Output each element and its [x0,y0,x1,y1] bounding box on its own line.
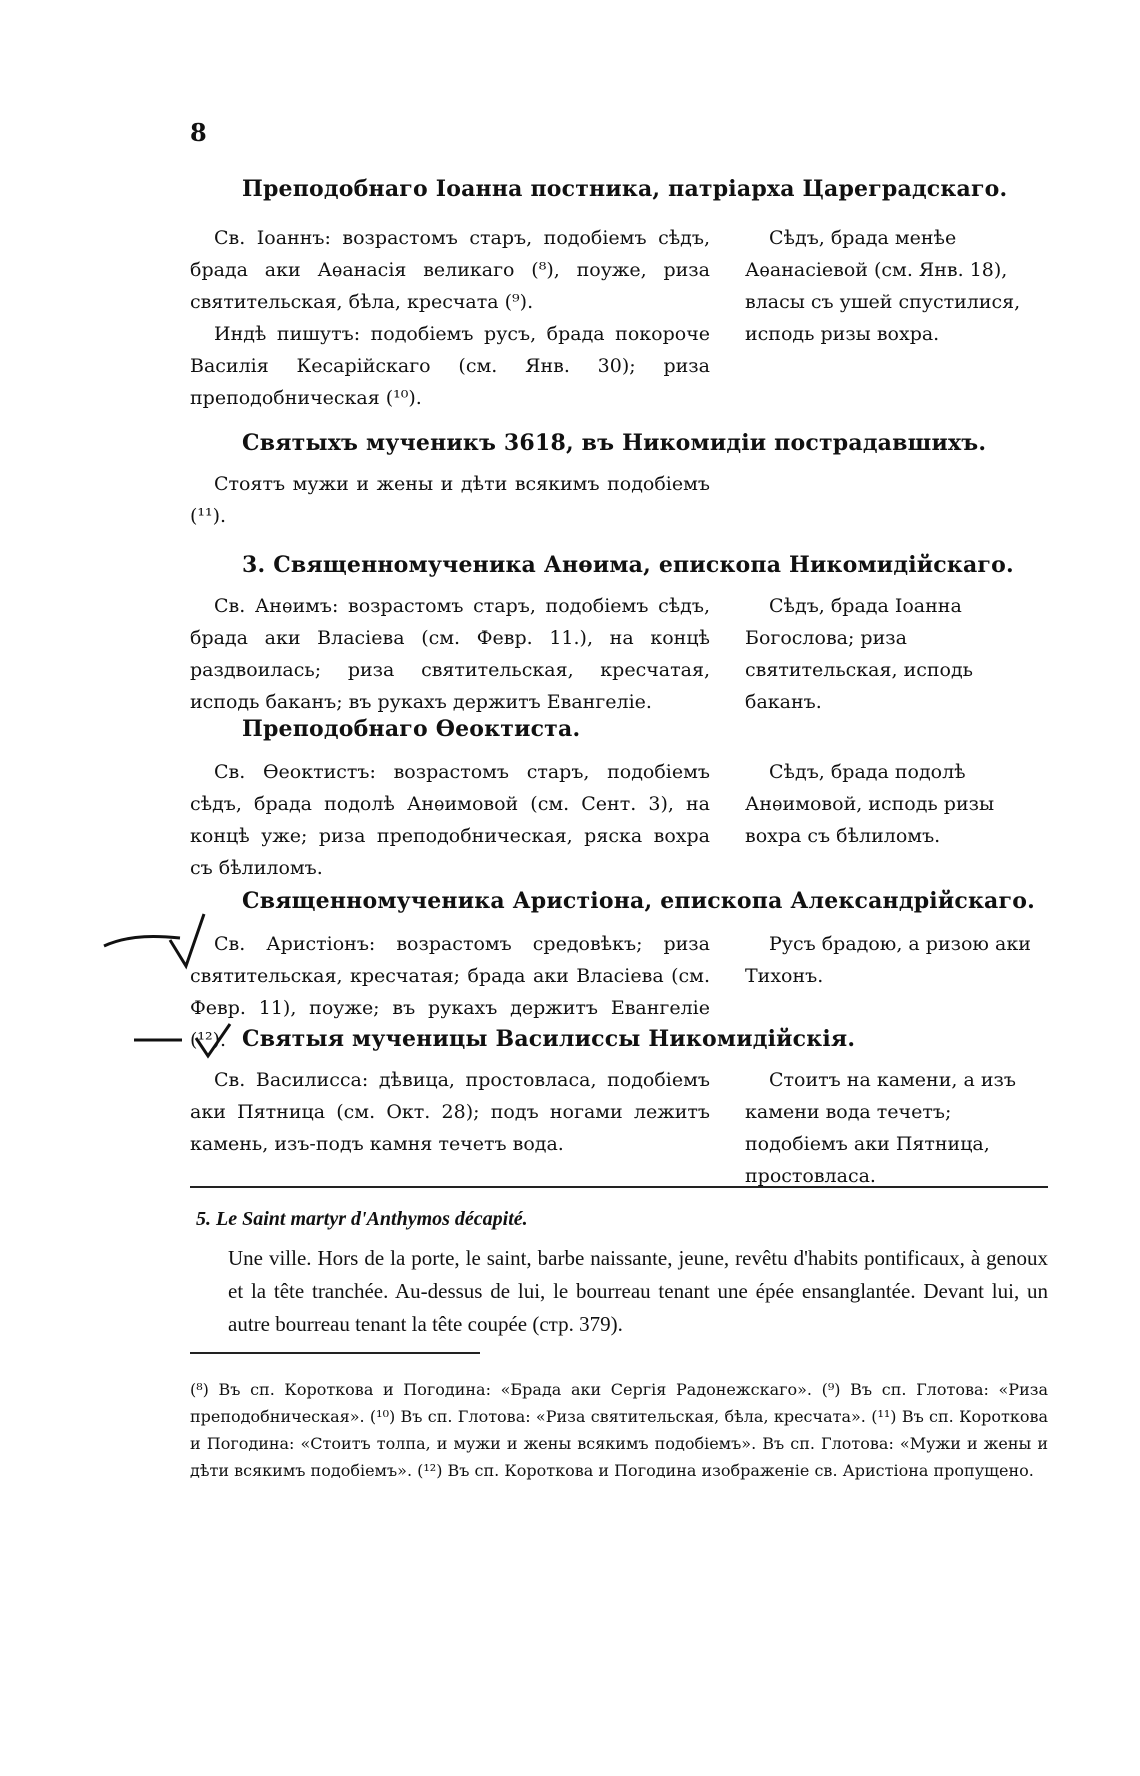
section-vasilissa [190,1064,1050,1192]
right-column [745,468,1050,532]
section-ioann-postnik [190,222,1050,414]
left-paragraph: Стоятъ мужи и жены и дѣти всякимъ подобіемъ (¹¹). [190,473,710,527]
left-paragraph: Св. Анѳимъ: возрастомъ старъ, подобіемъ сѣдъ, брада аки Власіева (см. Февр. 11.), на концѣ раздвоилась; риза святительская, кресчатая, исподь баканъ; въ рукахъ держитъ Евангеліе. [190,595,710,713]
page-number: 8 [190,118,207,147]
heading-aristion: Священномученика Аристіона, епископа Александрійскаго. [242,888,1035,914]
left-column [190,1064,710,1192]
right-paragraph: Русъ брадою, а ризою аки Тихонъ. [745,933,1031,987]
left-column [190,756,710,884]
heading-martyrs-3618: Святыхъ мученикъ 3618, въ Никомидіи пострадавшихъ. [242,430,987,456]
right-column [745,590,1050,718]
footnotes: (⁸) Въ сп. Короткова и Погодина: «Брада аки Сергія Радонежскаго». (⁹) Въ сп. Глотова: «Риза преподобническая». (¹⁰) Въ сп. Глотова: «Риза святительская, бѣла, кресчата». (¹¹) Въ сп. Короткова и Погодина: «Стоитъ толпа, и мужи и жены всякимъ подобіемъ». Въ сп. Глотова: «Мужи и жены и дѣти всякимъ подобіемъ». (¹²) Въ сп. Короткова и Погодина изображеніе св. Аристіона пропущено. [190,1380,1048,1480]
left-paragraph: Св. Ѳеоктистъ: возрастомъ старъ, подобіемъ сѣдъ, брада подолѣ Анѳимовой (см. Сент. 3), на концѣ уже; риза преподобническая, ряска вохра съ бѣлиломъ. [190,761,710,879]
french-body: Une ville. Hors de la porte, le saint, barbe naissante, jeune, revêtu d'habits pontificaux, à genoux et la tête tranchée. Au-dessus de lui, le bourreau tenant une épée ensanglantée. Devant lui, un autre bourreau tenant la tête coupée (стр. 379). [228,1246,1048,1336]
left-column [190,590,710,718]
right-paragraph: Сѣдъ, брада Іоанна Богослова; риза святительская, исподь баканъ. [745,595,974,713]
section-anthim [190,590,1050,718]
french-title: 5. Le Saint martyr d'Anthymos décapité. [196,1208,528,1230]
right-paragraph: Сѣдъ, брада подолѣ Анѳимовой, исподь ризы вохра съ бѣлиломъ. [745,761,995,847]
footnote-divider [190,1352,480,1354]
heading-theoktist: Преподобнаго Ѳеоктиста. [242,716,581,742]
left-column [190,468,710,532]
left-paragraph: Индѣ пишутъ: подобіемъ русъ, брада покороче Василія Кесарійскаго (см. Янв. 30); риза преподобническая (¹⁰). [190,323,710,409]
handwritten-check-icon [130,1020,240,1060]
right-column [745,222,1050,414]
heading-vasilissa: Святыя мученицы Василиссы Никомидійскія. [242,1026,856,1052]
section-martyrs-3618 [190,468,1050,532]
heading-anthim: 3. Священномученика Анѳима, епископа Никомидійскаго. [242,552,1014,578]
left-paragraph: Св. Аристіонъ: возрастомъ средовѣкъ; риза святительская, кресчатая; брада аки Власіева (см. Февр. 11), поуже; въ рукахъ держитъ Евангеліе (¹²). [190,933,710,1051]
left-column [190,222,710,414]
handwritten-check-icon [100,910,210,970]
right-paragraph: Стоитъ на камени, а изъ камени вода течетъ; подобіемъ аки Пятница, простовласа. [745,1069,1016,1187]
right-column [745,756,1050,884]
right-column [745,1064,1050,1192]
section-theoktist [190,756,1050,884]
left-paragraph: Св. Іоаннъ: возрастомъ старъ, подобіемъ сѣдъ, брада аки Аѳанасія великаго (⁸), поуже, риза святительская, бѣла, кресчата (⁹). [190,227,710,313]
left-paragraph: Св. Василисса: дѣвица, простовласа, подобіемъ аки Пятница (см. Окт. 28); подъ ногами лежитъ камень, изъ-подъ камня течетъ вода. [190,1069,710,1155]
section-divider [190,1186,1048,1188]
right-paragraph: Сѣдъ, брада менѣе Аѳанасіевой (см. Янв. 18), власы съ ушей спустилися, исподь ризы вохра. [745,227,1021,345]
heading-ioann-postnik: Преподобнаго Іоанна постника, патріарха Цареградскаго. [242,176,1008,202]
